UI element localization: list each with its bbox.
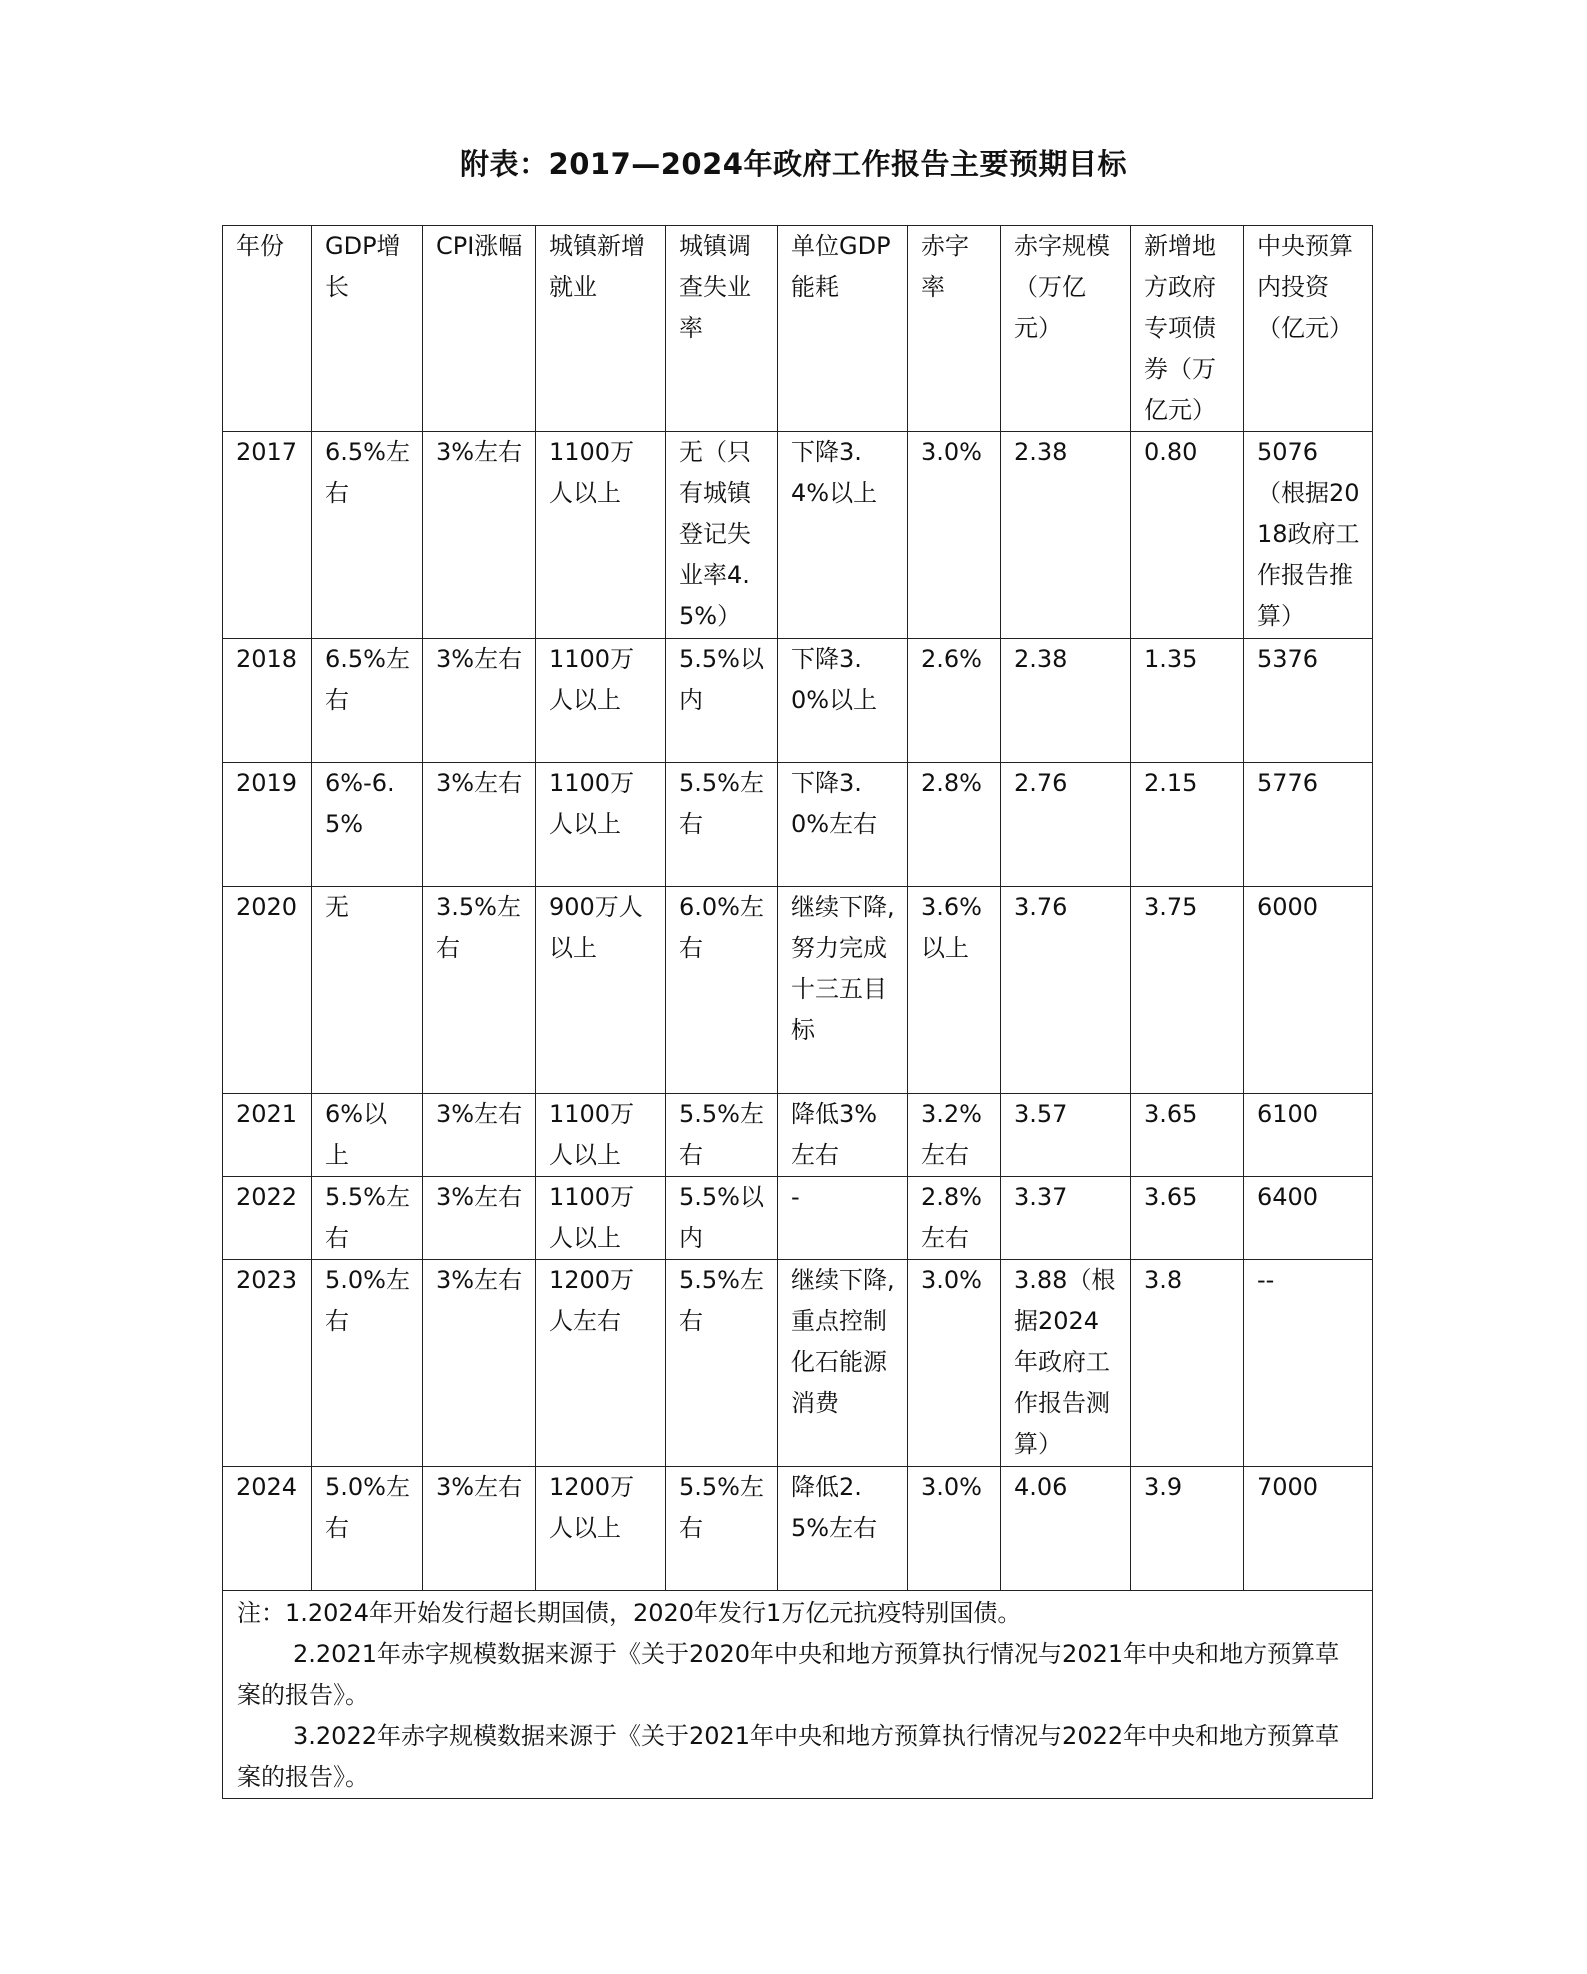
table-cell: 3.9 bbox=[1131, 1467, 1244, 1591]
table-row bbox=[223, 1467, 1373, 1591]
notes-row bbox=[223, 1591, 1373, 1799]
year-cell: 2019 bbox=[223, 763, 312, 887]
table-cell: 继续下降,努力完成十三五目标 bbox=[778, 887, 908, 1094]
table-cell: 1200万人左右 bbox=[536, 1260, 666, 1467]
table-cell: 3%左右 bbox=[423, 1177, 536, 1260]
table-cell: 5.5%左右 bbox=[666, 1467, 778, 1591]
table-cell: 3.76 bbox=[1001, 887, 1131, 1094]
table-cell: 3.57 bbox=[1001, 1094, 1131, 1177]
table-row bbox=[223, 887, 1373, 1094]
header-cell: 年份 bbox=[223, 226, 312, 432]
note-line: 注：1.2024年开始发行超长期国债，2020年发行1万亿元抗疫特别国债。 bbox=[237, 1599, 1022, 1627]
header-cell: 单位GDP能耗 bbox=[778, 226, 908, 432]
table-cell: 3.0% bbox=[908, 1467, 1001, 1591]
table-cell: 下降3.4%以上 bbox=[778, 432, 908, 639]
table-cell: 3%左右 bbox=[423, 639, 536, 763]
table-cell: 2.15 bbox=[1131, 763, 1244, 887]
table-cell: 3%左右 bbox=[423, 1260, 536, 1467]
table-row bbox=[223, 639, 1373, 763]
table-cell: 0.80 bbox=[1131, 432, 1244, 639]
table-cell: 5376 bbox=[1244, 639, 1373, 763]
table-cell: 3.0% bbox=[908, 432, 1001, 639]
table-cell: 5.5%以内 bbox=[666, 639, 778, 763]
table-cell: 1100万人以上 bbox=[536, 432, 666, 639]
table-cell: 下降3.0%左右 bbox=[778, 763, 908, 887]
year-cell: 2020 bbox=[223, 887, 312, 1094]
table-cell: 无（只有城镇登记失业率4.5%） bbox=[666, 432, 778, 639]
table-row bbox=[223, 1260, 1373, 1467]
table-cell: 4.06 bbox=[1001, 1467, 1131, 1591]
table-cell: 降低3%左右 bbox=[778, 1094, 908, 1177]
table-cell: 900万人以上 bbox=[536, 887, 666, 1094]
note-line: 2.2021年赤字规模数据来源于《关于2020年中央和地方预算执行情况与2021年中央和地方预算草案的报告》。 bbox=[237, 1640, 1340, 1709]
table-cell: 6%-6.5% bbox=[312, 763, 423, 887]
table-cell: 3.8 bbox=[1131, 1260, 1244, 1467]
table-cell: 2.38 bbox=[1001, 432, 1131, 639]
table-cell: 5.5%左右 bbox=[666, 763, 778, 887]
table-cell: 7000 bbox=[1244, 1467, 1373, 1591]
header-row bbox=[223, 226, 1373, 432]
table-cell: 3.65 bbox=[1131, 1177, 1244, 1260]
table-cell: 6.0%左右 bbox=[666, 887, 778, 1094]
table-cell: 3%左右 bbox=[423, 1094, 536, 1177]
table-cell: -- bbox=[1244, 1260, 1373, 1467]
header-cell: 中央预算内投资（亿元） bbox=[1244, 226, 1373, 432]
notes-cell bbox=[223, 1591, 1373, 1799]
table-cell: 3.75 bbox=[1131, 887, 1244, 1094]
table-row bbox=[223, 1094, 1373, 1177]
table-cell: 3.37 bbox=[1001, 1177, 1131, 1260]
table-cell: 2.76 bbox=[1001, 763, 1131, 887]
table-row bbox=[223, 1177, 1373, 1260]
table-cell: 3%左右 bbox=[423, 763, 536, 887]
year-cell: 2023 bbox=[223, 1260, 312, 1467]
header-cell: 赤字率 bbox=[908, 226, 1001, 432]
table-cell: 1100万人以上 bbox=[536, 763, 666, 887]
table-cell: 下降3.0%以上 bbox=[778, 639, 908, 763]
table-cell: 3.5%左右 bbox=[423, 887, 536, 1094]
table-body bbox=[223, 226, 1373, 1799]
table-cell: 5.5%左右 bbox=[666, 1094, 778, 1177]
table-cell: 5.0%左右 bbox=[312, 1467, 423, 1591]
table-cell: 5.5%以内 bbox=[666, 1177, 778, 1260]
table-cell: 6.5%左右 bbox=[312, 639, 423, 763]
table-cell: 3.2%左右 bbox=[908, 1094, 1001, 1177]
page-title: 附表：2017—2024年政府工作报告主要预期目标 bbox=[460, 147, 1127, 181]
table-cell: 6100 bbox=[1244, 1094, 1373, 1177]
header-cell: CPI涨幅 bbox=[423, 226, 536, 432]
header-cell: 城镇新增就业 bbox=[536, 226, 666, 432]
header-cell: 新增地方政府专项债券（万亿元） bbox=[1131, 226, 1244, 432]
table-cell: 2.8%左右 bbox=[908, 1177, 1001, 1260]
table-cell: 6000 bbox=[1244, 887, 1373, 1094]
table-cell: 1.35 bbox=[1131, 639, 1244, 763]
table-cell: 5.0%左右 bbox=[312, 1260, 423, 1467]
table-cell: 1100万人以上 bbox=[536, 1177, 666, 1260]
table-row bbox=[223, 763, 1373, 887]
table-cell: 降低2.5%左右 bbox=[778, 1467, 908, 1591]
table-cell: 3.88（根据2024年政府工作报告测算） bbox=[1001, 1260, 1131, 1467]
table-cell: 1100万人以上 bbox=[536, 639, 666, 763]
year-cell: 2022 bbox=[223, 1177, 312, 1260]
targets-table bbox=[222, 225, 1373, 1799]
table-cell: 3%左右 bbox=[423, 1467, 536, 1591]
table-cell: - bbox=[778, 1177, 908, 1260]
header-cell: 城镇调查失业率 bbox=[666, 226, 778, 432]
table-row bbox=[223, 432, 1373, 639]
table-cell: 1100万人以上 bbox=[536, 1094, 666, 1177]
year-cell: 2024 bbox=[223, 1467, 312, 1591]
header-cell: GDP增长 bbox=[312, 226, 423, 432]
table-cell: 3.65 bbox=[1131, 1094, 1244, 1177]
table-cell: 3.0% bbox=[908, 1260, 1001, 1467]
year-cell: 2021 bbox=[223, 1094, 312, 1177]
note-line: 3.2022年赤字规模数据来源于《关于2021年中央和地方预算执行情况与2022年中央和地方预算草案的报告》。 bbox=[237, 1722, 1340, 1791]
table-cell: 1200万人以上 bbox=[536, 1467, 666, 1591]
header-cell: 赤字规模（万亿元） bbox=[1001, 226, 1131, 432]
table-cell: 5.5%左右 bbox=[666, 1260, 778, 1467]
table-cell: 3.6%以上 bbox=[908, 887, 1001, 1094]
table-cell: 5.5%左右 bbox=[312, 1177, 423, 1260]
table-cell: 2.8% bbox=[908, 763, 1001, 887]
table-cell: 2.6% bbox=[908, 639, 1001, 763]
table-cell: 3%左右 bbox=[423, 432, 536, 639]
table-cell: 5776 bbox=[1244, 763, 1373, 887]
table-cell: 6.5%左右 bbox=[312, 432, 423, 639]
table-cell: 6%以上 bbox=[312, 1094, 423, 1177]
table-cell: 6400 bbox=[1244, 1177, 1373, 1260]
year-cell: 2018 bbox=[223, 639, 312, 763]
table-cell: 无 bbox=[312, 887, 423, 1094]
table-cell: 5076（根据2018政府工作报告推算） bbox=[1244, 432, 1373, 639]
table-cell: 继续下降,重点控制化石能源消费 bbox=[778, 1260, 908, 1467]
year-cell: 2017 bbox=[223, 432, 312, 639]
table-cell: 2.38 bbox=[1001, 639, 1131, 763]
